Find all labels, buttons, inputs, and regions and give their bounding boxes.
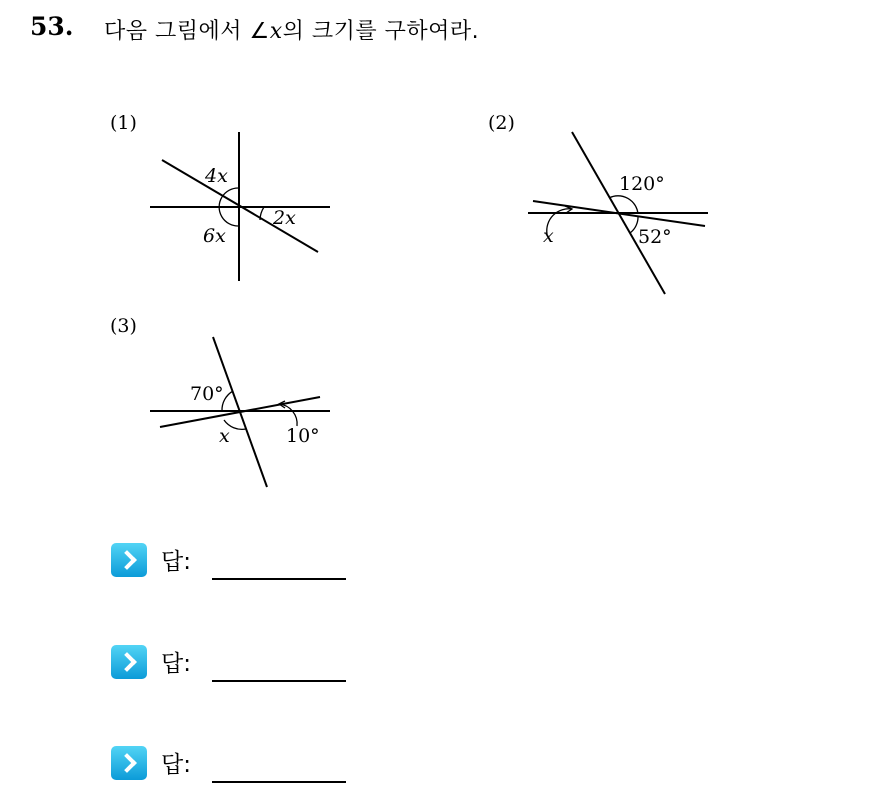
answer-label: 답: [161,651,191,677]
fig2-arc-52 [630,216,638,233]
answer-label: 답: [161,752,191,778]
fig1-label-4x: 4x [205,165,228,187]
figure-1-label: (1) [110,112,137,134]
fig2-label-52: 52° [638,226,672,248]
fig1-arc-6x [219,197,239,226]
question-variable: x [269,19,283,44]
fig3-arc-10 [279,404,297,426]
fig2-label-x: x [543,225,554,247]
chevron-right-icon [111,746,147,780]
question-number: 53. [30,12,74,41]
question-text-after: 의 크기를 구하여라. [282,19,480,44]
fig1-arc-4x [222,188,239,197]
answer-blank[interactable] [212,781,346,783]
fig3-label-x: x [219,425,230,447]
fig3-label-70: 70° [190,383,224,405]
figure-3-label: (3) [110,315,137,337]
figure-2-label: (2) [488,112,515,134]
fig1-label-2x: 2x [273,207,296,229]
fig3-label-10: 10° [286,425,320,447]
answer-blank[interactable] [212,578,346,580]
chevron-right-icon [111,543,147,577]
answer-label: 답: [161,549,191,575]
fig1-label-6x: 6x [203,225,226,247]
chevron-right-icon [111,645,147,679]
fig2-label-120: 120° [619,173,665,195]
question-text-before: 다음 그림에서 ∠ [104,19,270,44]
answer-blank[interactable] [212,680,346,682]
